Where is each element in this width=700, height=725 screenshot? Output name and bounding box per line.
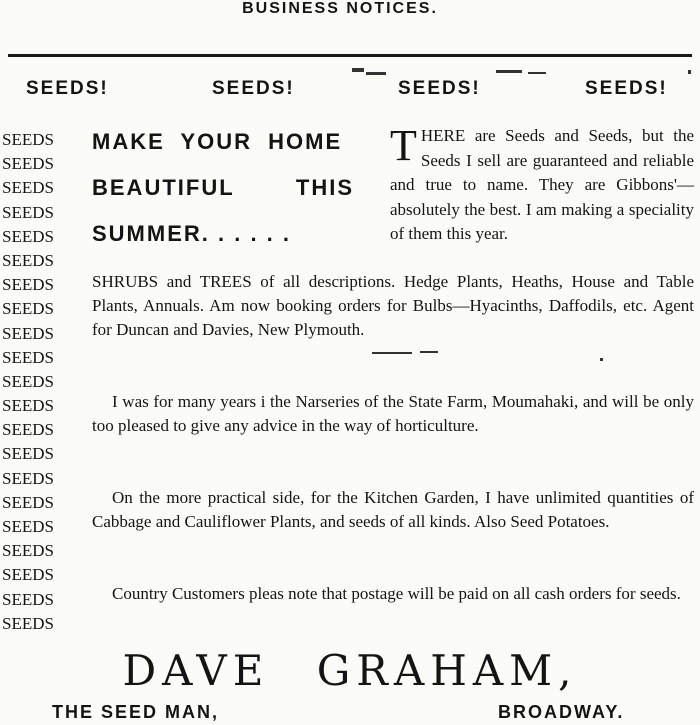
seeds-side-item: SEEDS: [2, 420, 54, 440]
seeds-side-item: SEEDS: [2, 347, 54, 367]
seeds-side-item: SEEDS: [2, 371, 54, 391]
seeds-side-item: SEEDS: [2, 396, 54, 416]
location: BROADWAY.: [498, 702, 625, 722]
seeds-side-item: SEEDS: [2, 275, 54, 295]
seeds-side-item: SEEDS: [2, 468, 54, 488]
banner-word: SEEDS!: [26, 78, 109, 99]
drop-cap: T: [390, 121, 417, 170]
seeds-side-item: SEEDS: [2, 444, 54, 464]
seeds-side-item: SEEDS: [2, 202, 54, 222]
seeds-side-item: SEEDS: [2, 492, 54, 512]
body-paragraph: SHRUBS and TREES of all descriptions. Hedge Plants, Heaths, House and Table Plants, Annuals. Am now booking orders for Bulbs—Hyacinths, Daffodils, etc. Agent for Duncan and Davies, New Plymouth.: [92, 272, 694, 340]
seeds-side-item: SEEDS: [2, 541, 54, 561]
headline-line: MAKE YOUR HOME: [92, 129, 343, 154]
seeds-side-item: SEEDS: [2, 565, 54, 585]
seeds-side-item: SEEDS: [2, 178, 54, 198]
advertiser-name: DAVE GRAHAM,: [122, 646, 578, 695]
seeds-side-item: SEEDS: [2, 250, 54, 270]
seeds-side-item: SEEDS: [2, 130, 54, 149]
headline-word: THIS: [295, 175, 354, 200]
body-paragraph: Country Customers pleas note that postage will be paid on all cash orders for seeds.: [112, 584, 681, 603]
banner-word: SEEDS!: [398, 78, 481, 99]
headline-line: SUMMER. . . . . .: [92, 221, 292, 246]
seeds-side-item: SEEDS: [2, 613, 54, 633]
seeds-side-item: SEEDS: [2, 154, 54, 174]
banner-word: SEEDS!: [212, 78, 295, 99]
seeds-side-item: SEEDS: [2, 589, 54, 609]
seeds-side-item: SEEDS: [2, 226, 54, 246]
seeds-side-item: SEEDS: [2, 323, 54, 343]
seeds-side-item: SEEDS: [2, 517, 54, 536]
headline-word: BEAUTIFUL: [92, 175, 235, 200]
intro-text: HERE are Seeds and Seeds, but the Seeds I sell are guaranteed and reliable and true to name. They are Gibbons'—absolutely the best. I am making a speciality of them this year.: [390, 126, 694, 243]
banner-word: SEEDS!: [585, 78, 668, 99]
seeds-side-item: SEEDS: [2, 299, 54, 319]
body-paragraph: On the more practical side, for the Kitchen Garden, I have unlimited quantities of Cabbage and Cauliflower Plants, and seeds of all kinds. Also Seed Potatoes.: [92, 488, 694, 532]
body-paragraph: I was for many years i the Narseries of the State Farm, Moumahaki, and will be only too pleased to give any advice in the way of horticulture.: [92, 392, 694, 436]
section-title: BUSINESS NOTICES.: [242, 0, 438, 17]
tagline: THE SEED MAN,: [52, 702, 220, 722]
